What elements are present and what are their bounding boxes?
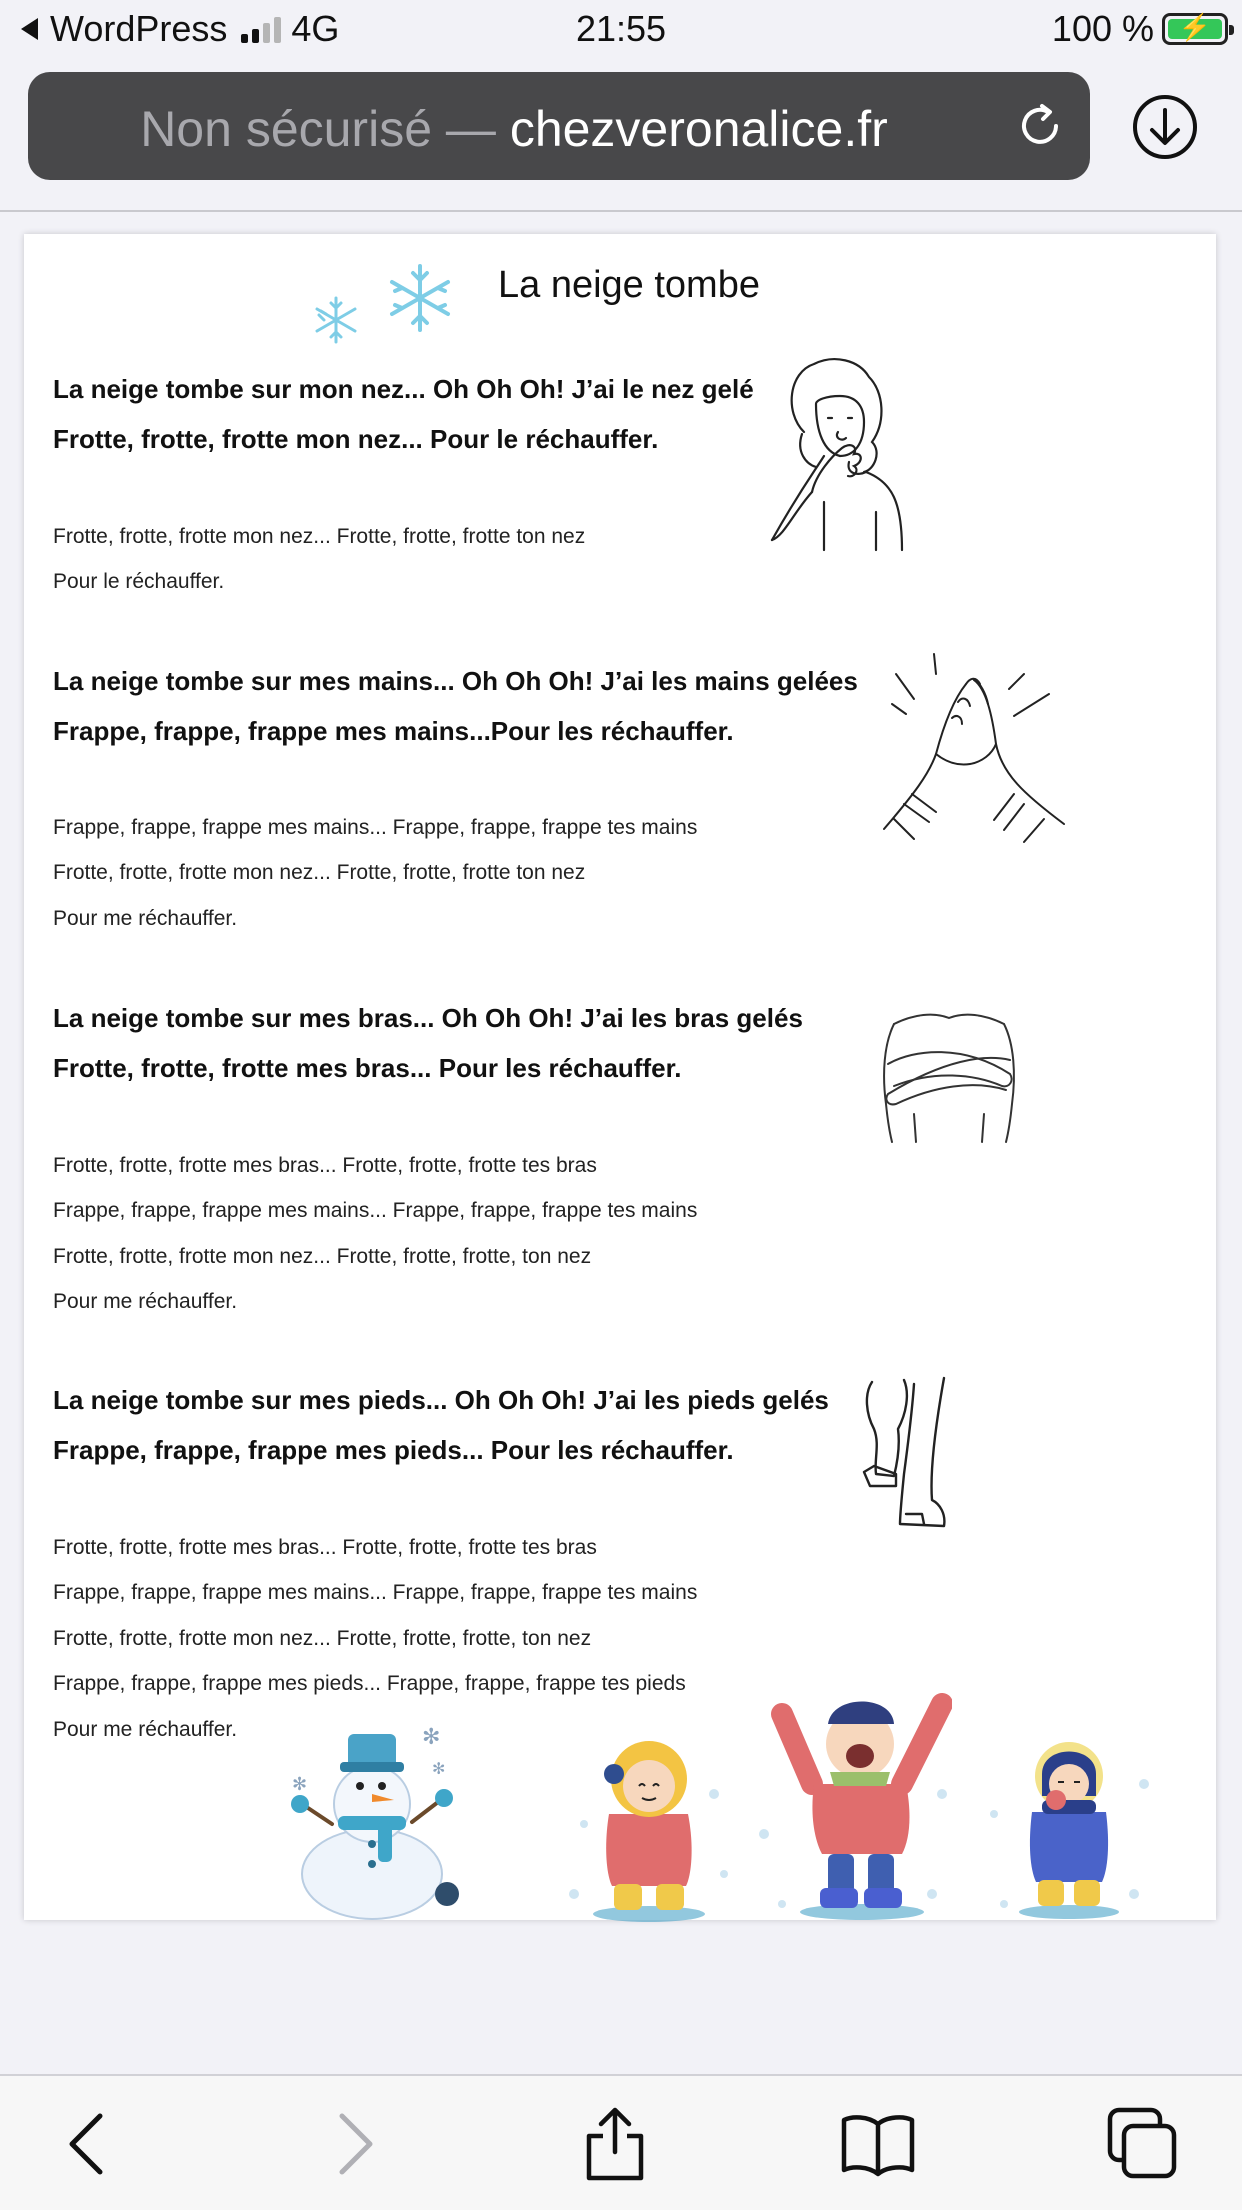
svg-text:✻: ✻ [422,1725,441,1750]
security-label: Non sécurisé — [140,101,496,157]
divider [0,210,1242,212]
stanza-bold-line: La neige tombe sur mes mains... Oh Oh Oh! J’ai les mains gelées [53,666,858,696]
girl-rubbing-nose-illustration [754,352,914,552]
stanza-line: Frappe, frappe, frappe mes mains... Frappe, frappe, frappe tes mains [53,1581,698,1604]
stanza-line: Frappe, frappe, frappe mes mains... Frappe, frappe, frappe tes mains [53,816,698,839]
stanza-bold-line: La neige tombe sur mon nez... Oh Oh Oh! J’ai le nez gelé [53,374,754,404]
clock: 21:55 [575,8,667,49]
stanza-line: Pour le réchauffer. [53,570,225,593]
reload-icon[interactable] [1012,98,1068,154]
stanza-bold-line: Frotte, frotte, frotte mes bras... Pour les réchauffer. [53,1053,682,1083]
crossed-arms-illustration [874,1004,1024,1144]
stanza-line: Frotte, frotte, frotte mon nez... Frotte, frotte, frotte ton nez [53,861,586,884]
stanza-line: Frappe, frappe, frappe mes pieds... Frappe, frappe, frappe tes pieds [53,1672,686,1695]
stanza-line: Pour me réchauffer. [53,1718,238,1741]
stanza-line: Frotte, frotte, frotte mes bras... Frotte, frotte, frotte tes bras [53,1154,597,1177]
back-icon[interactable] [50,2104,130,2184]
browser-toolbar [0,2074,1242,2210]
battery-percent: 100 % [1051,8,1154,49]
back-app-label: WordPress [50,8,228,49]
snowflake-icon [384,262,456,334]
poem-title: La neige tombe [498,264,760,306]
stamping-feet-illustration [854,1374,974,1534]
stanza-bold-line: Frappe, frappe, frappe mes pieds... Pour les réchauffer. [53,1435,734,1465]
bookmarks-icon[interactable] [838,2104,918,2184]
stanza-line: Frotte, frotte, frotte mon nez... Frotte, frotte, frotte ton nez [53,525,586,548]
tabs-icon[interactable] [1102,2104,1182,2184]
stanza-line: Frotte, frotte, frotte mes bras... Frotte, frotte, frotte tes bras [53,1536,597,1559]
child-blue-coat-illustration [984,1704,1154,1924]
stanza-line: Pour me réchauffer. [53,1290,238,1313]
document-page [24,234,1216,1920]
stanza-bold-line: La neige tombe sur mes bras... Oh Oh Oh! J’ai les bras gelés [53,1003,803,1033]
stanza-line: Frappe, frappe, frappe mes mains... Frappe, frappe, frappe tes mains [53,1199,698,1222]
stanza-bold-line: Frotte, frotte, frotte mon nez... Pour le réchauffer. [53,424,659,454]
network-label: 4G [291,8,340,49]
stanza-line: Frotte, frotte, frotte mon nez... Frotte, frotte, frotte, ton nez [53,1245,592,1268]
status-bar [0,0,1242,60]
svg-text:✻: ✻ [432,1759,446,1778]
share-icon[interactable] [575,2104,655,2184]
address-bar[interactable] [28,72,1090,180]
clapping-hands-illustration [874,644,1074,844]
stanza-bold-line: Frappe, frappe, frappe mes mains...Pour les réchauffer. [53,716,734,746]
battery-icon: ⚡ [1162,13,1228,45]
child-arms-raised-illustration [752,1674,952,1924]
snowman-illustration [282,1704,482,1924]
download-icon[interactable] [1130,92,1200,162]
forward-icon[interactable] [312,2104,392,2184]
stanza-line: Pour me réchauffer. [53,907,238,930]
stanza-bold-line: La neige tombe sur mes pieds... Oh Oh Oh! J’ai les pieds gelés [53,1385,829,1415]
snowflake-icon [310,294,362,346]
stanza-line: Frotte, frotte, frotte mon nez... Frotte, frotte, frotte, ton nez [53,1627,592,1650]
child-yellow-hat-illustration [564,1704,734,1924]
domain-label: chezveronalice.fr [509,101,888,157]
svg-text:✻: ✻ [292,1774,308,1795]
